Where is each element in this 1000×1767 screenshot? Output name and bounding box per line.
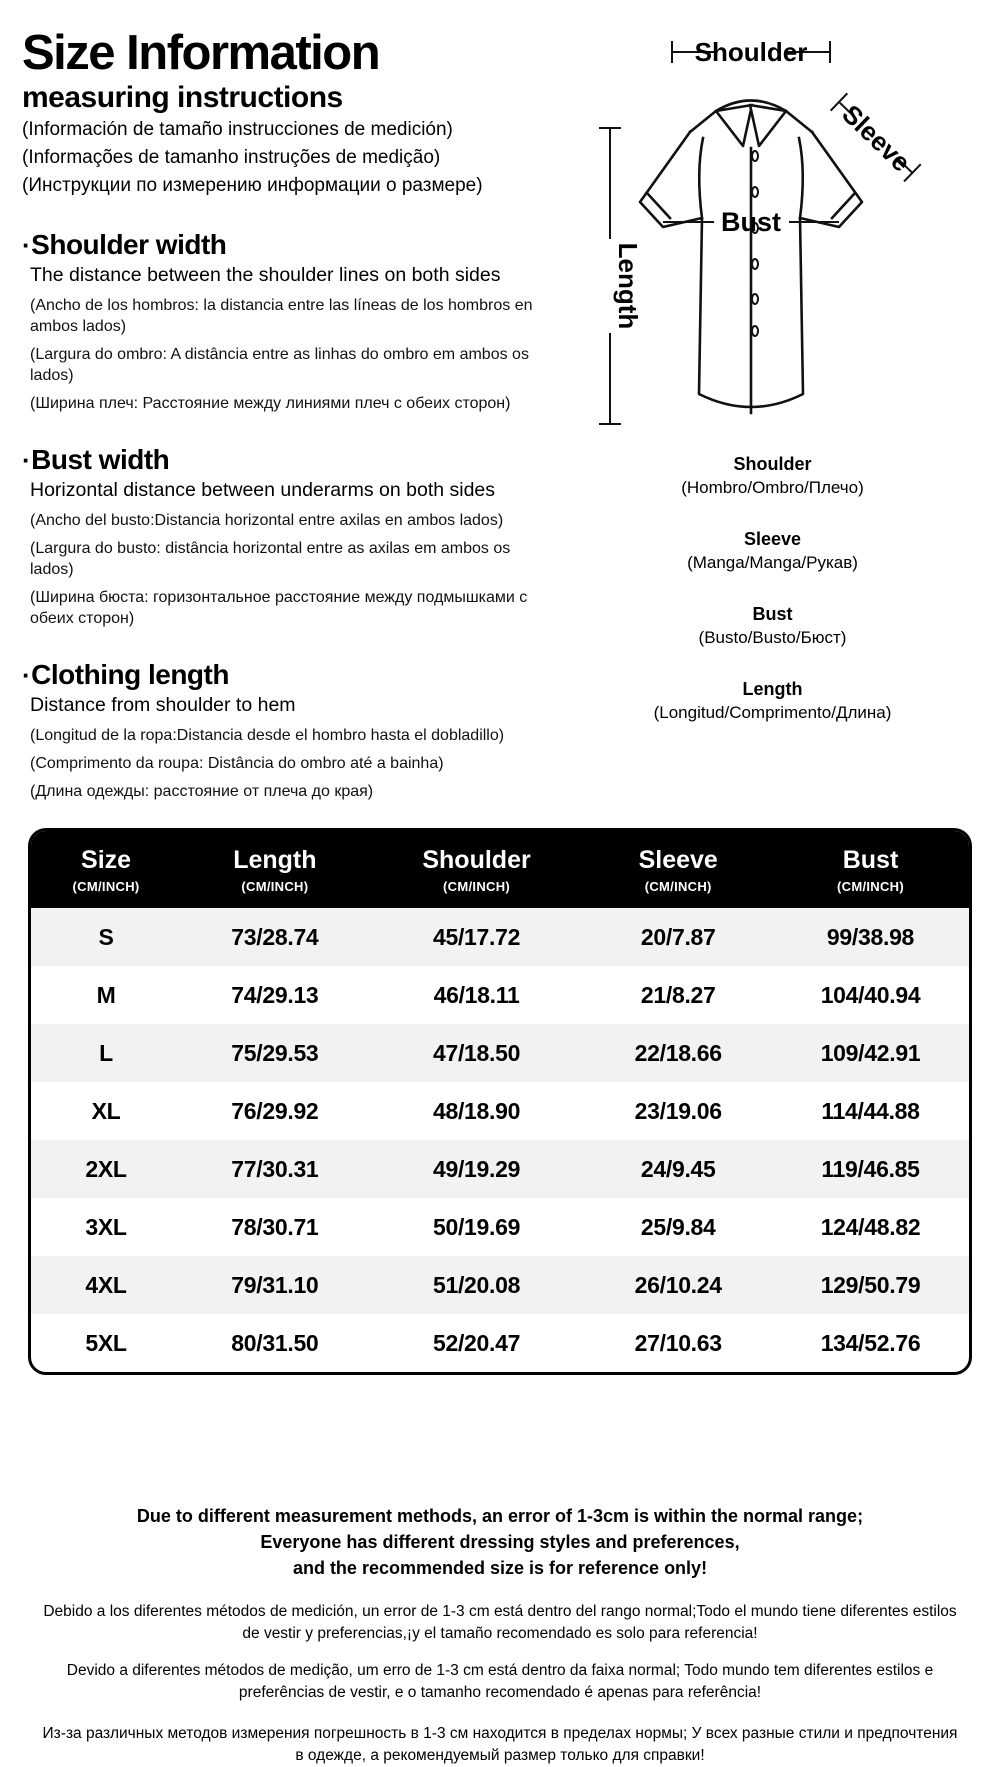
legend-term: Sleeve: [743, 529, 802, 549]
section-translation-es: (Ancho de los hombros: la distancia entre las líneas de los hombros en ambos lados): [30, 297, 533, 336]
shirt-buttons: [752, 151, 758, 336]
footer-portuguese: Devido a diferentes métodos de medição, um erro de 1-3 cm está dentro da faixa normal; Todo mundo tem diferentes estilos e preferências de vestir, e o tamanho recomendado é apenas para referência!: [66, 1662, 934, 1702]
cell-shoulder: 49/19.29: [432, 1155, 521, 1182]
section-translation-pt: (Comprimento da roupa: Distância do ombro até a bainha): [30, 755, 444, 773]
instructions-column: [22, 28, 550, 802]
cell-length: 74/29.13: [231, 981, 319, 1008]
section-description: The distance between the shoulder lines on both sides: [30, 264, 501, 287]
legend-translations: (Manga/Manga/Рукав): [687, 553, 858, 572]
cell-shoulder: 45/17.72: [432, 923, 521, 950]
cell-size: 2XL: [85, 1155, 127, 1182]
col-size-header: [31, 831, 181, 908]
shirt-diagram: [550, 32, 995, 434]
section-shoulder-width: [22, 229, 550, 414]
cell-sleeve: 25/9.84: [640, 1213, 716, 1240]
section-title: [22, 444, 550, 476]
bust-measure-label: Bust: [721, 207, 781, 237]
col-name: Shoulder: [422, 846, 531, 875]
legend-term: Bust: [752, 604, 793, 624]
cell-sleeve: 20/7.87: [640, 923, 716, 950]
col-unit: (CM/INCH): [837, 879, 904, 895]
subtitle-translation-ru: (Инструкции по измерению информации о размере): [22, 175, 483, 197]
col-unit: (CM/INCH): [443, 879, 511, 895]
table-row: [31, 1140, 969, 1198]
cell-sleeve: 23/19.06: [634, 1097, 722, 1124]
legend-bust: [654, 603, 892, 649]
cell-bust: 124/48.82: [820, 1213, 921, 1240]
sleeve-measure-label: Sleeve: [836, 98, 917, 178]
col-unit: (CM/INCH): [72, 879, 140, 895]
section-title: [22, 659, 550, 691]
section-title-text: Shoulder width: [31, 229, 227, 261]
cell-bust: 109/42.91: [820, 1039, 921, 1066]
top-area: [0, 0, 1000, 802]
cell-bust: 99/38.98: [826, 923, 915, 950]
cell-size: 4XL: [85, 1271, 127, 1298]
size-table-wrap: [28, 828, 972, 1375]
legend-sleeve: [654, 528, 892, 574]
col-name: Sleeve: [638, 846, 718, 875]
section-translation-ru: (Длина одежды: расстояние от плеча до края): [30, 783, 374, 801]
col-unit: (CM/INCH): [241, 879, 309, 895]
table-row: [31, 1314, 969, 1372]
cell-shoulder: 48/18.90: [432, 1097, 521, 1124]
shirt-outline: [640, 101, 862, 414]
cell-size: XL: [91, 1097, 121, 1124]
legend-term: Shoulder: [733, 454, 812, 474]
section-bust-width: [22, 444, 550, 629]
cell-size: 3XL: [85, 1213, 127, 1240]
section-translation-pt: (Largura do ombro: A distância entre as linhas do ombro em ambos os lados): [30, 346, 529, 385]
legend-translations: (Hombro/Ombro/Плечо): [681, 478, 864, 497]
section-translation-ru: (Ширина плеч: Расстояние между линиями плеч с обеих сторон): [30, 395, 511, 413]
bullet-dot: ·: [22, 230, 31, 261]
legend-term: Length: [742, 679, 803, 699]
cell-length: 79/31.10: [231, 1271, 319, 1298]
cell-bust: 104/40.94: [820, 981, 921, 1008]
section-title-text: Clothing length: [31, 659, 229, 691]
section-translation-ru: (Ширина бюста: горизонтальное расстояние между подмышками с обеих сторон): [30, 589, 528, 628]
page-subtitle: measuring instructions: [22, 81, 343, 115]
section-description: Horizontal distance between underarms on both sides: [30, 479, 496, 502]
section-clothing-length: [22, 659, 550, 802]
cell-size: S: [98, 923, 114, 950]
footer-russian: Из-за различных методов измерения погрешность в 1-3 см находится в пределах нормы; У всех разные стили и предпочтения в одежде, а рекомендуемый размер только для справки!: [42, 1725, 958, 1765]
table-row: [31, 1024, 969, 1082]
cell-sleeve: 22/18.66: [634, 1039, 722, 1066]
bullet-dot: ·: [22, 660, 31, 691]
cell-bust: 114/44.88: [821, 1097, 920, 1124]
cell-length: 75/29.53: [231, 1039, 319, 1066]
table-row: [31, 966, 969, 1024]
bust-measure: [664, 207, 838, 237]
cell-length: 78/30.71: [231, 1213, 319, 1240]
cell-size: 5XL: [85, 1329, 127, 1356]
size-table-header: [31, 831, 969, 908]
diagram-column: [550, 28, 995, 802]
cell-bust: 134/52.76: [820, 1329, 921, 1356]
footer-notes: [0, 1503, 1000, 1767]
section-translation-es: (Longitud de la ropa:Distancia desde el hombro hasta el dobladillo): [30, 727, 505, 745]
cell-shoulder: 51/20.08: [432, 1271, 521, 1298]
section-title: [22, 229, 550, 261]
cell-sleeve: 24/9.45: [640, 1155, 716, 1182]
cell-length: 77/30.31: [231, 1155, 319, 1182]
measurement-legend: [654, 453, 892, 753]
col-name: Length: [233, 846, 317, 875]
subtitle-translation-es: (Información de tamaño instrucciones de medición): [22, 119, 453, 141]
col-name: Bust: [842, 846, 899, 875]
size-table: [31, 831, 969, 1372]
cell-sleeve: 26/10.24: [634, 1271, 722, 1298]
cell-shoulder: 47/18.50: [432, 1039, 521, 1066]
page-title: Size Information: [22, 26, 380, 80]
cell-length: 73/28.74: [231, 923, 319, 950]
legend-translations: (Longitud/Comprimento/Длина): [653, 703, 892, 722]
cell-bust: 129/50.79: [820, 1271, 921, 1298]
table-row: [31, 1198, 969, 1256]
shoulder-measure-label: Shoulder: [694, 37, 808, 67]
sleeve-measure: [829, 91, 923, 183]
col-bust-header: [772, 831, 969, 908]
cell-bust: 119/46.85: [821, 1155, 920, 1182]
section-translation-es: (Ancho del busto:Distancia horizontal entre axilas en ambos lados): [30, 512, 504, 530]
footer-english-line: and the recommended size is for reference only!: [292, 1558, 708, 1579]
cell-shoulder: 50/19.69: [432, 1213, 521, 1240]
length-measure: [600, 128, 643, 424]
section-description: Distance from shoulder to hem: [30, 694, 296, 717]
col-length-header: [181, 831, 369, 908]
footer-english-line: Everyone has different dressing styles and preferences,: [260, 1532, 740, 1553]
cell-length: 76/29.92: [231, 1097, 319, 1124]
shoulder-measure: [672, 37, 830, 67]
col-name: Size: [81, 846, 132, 875]
col-unit: (CM/INCH): [644, 879, 712, 895]
cell-length: 80/31.50: [231, 1329, 319, 1356]
legend-length: [654, 678, 892, 724]
legend-shoulder: [654, 453, 892, 499]
footer-spanish: Debido a los diferentes métodos de medición, un error de 1-3 cm está dentro del rango normal;Todo el mundo tiene diferentes estilos de vestir y preferencias,¡y el tamaño recomendado es solo para referencia!: [43, 1603, 957, 1643]
section-translation-pt: (Largura do busto: distância horizontal entre as axilas em ambos os lados): [30, 540, 511, 579]
col-shoulder-header: [369, 831, 585, 908]
cell-sleeve: 21/8.27: [640, 981, 716, 1008]
shirt-diagram-wrap: [550, 32, 995, 439]
cell-size: L: [99, 1039, 113, 1066]
legend-translations: (Busto/Busto/Бюст): [698, 628, 847, 647]
subtitle-translation-pt: (Informações de tamanho instruções de medição): [22, 147, 441, 169]
cell-shoulder: 52/20.47: [432, 1329, 521, 1356]
size-table-body: [31, 908, 969, 1372]
table-row: [31, 1082, 969, 1140]
cell-size: M: [96, 981, 116, 1008]
footer-english-line: Due to different measurement methods, an error of 1-3cm is within the normal range;: [136, 1506, 864, 1527]
cell-shoulder: 46/18.11: [433, 981, 520, 1008]
table-row: [31, 1256, 969, 1314]
bullet-dot: ·: [22, 445, 31, 476]
section-title-text: Bust width: [31, 444, 170, 476]
col-sleeve-header: [584, 831, 772, 908]
length-measure-label: Length: [613, 242, 643, 330]
cell-sleeve: 27/10.63: [634, 1329, 722, 1356]
table-row: [31, 908, 969, 966]
